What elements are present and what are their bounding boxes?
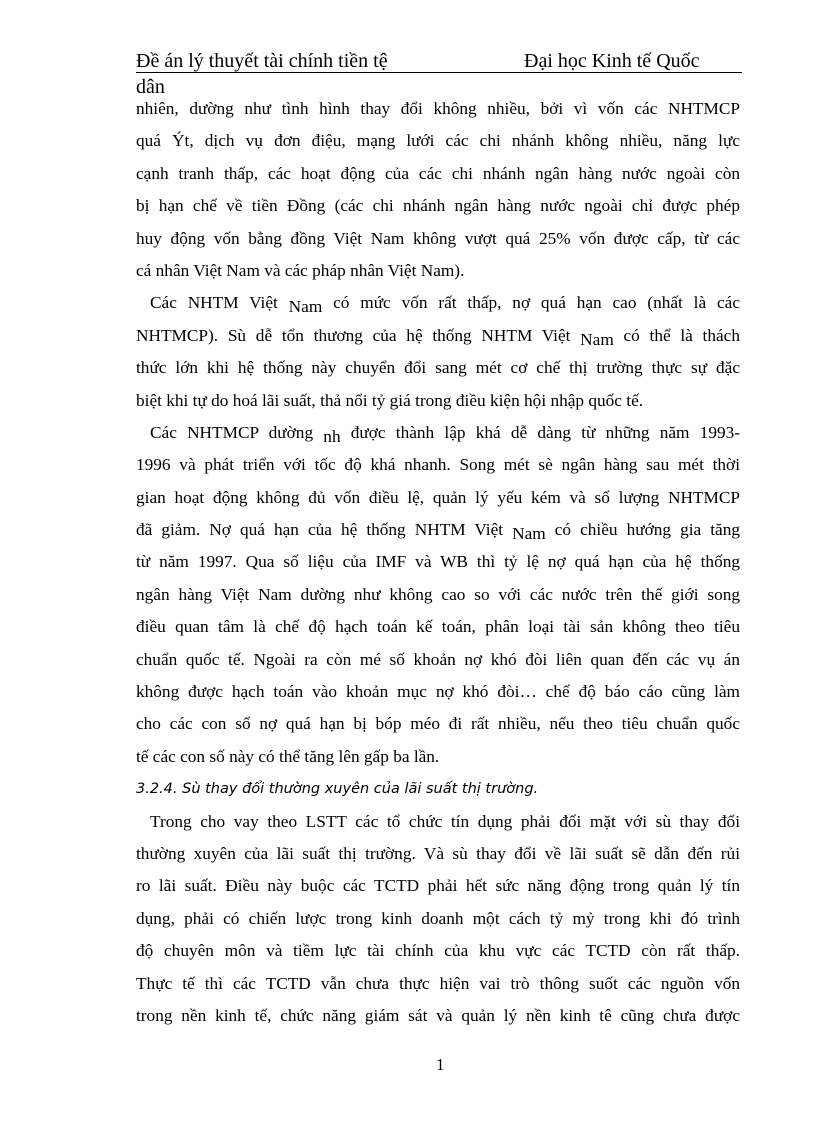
page-number: 1 xyxy=(436,1055,445,1074)
text-fragment-lowered: nh xyxy=(323,426,341,446)
text-line: quá Ýt, dịch vụ đơn điệu, mạng lưới các chi nhánh không nhiều, năng lực xyxy=(136,131,740,151)
text-line: tế các con số này có thể tăng lên gấp ba lần. xyxy=(136,746,440,766)
text-fragment: đã giảm. Nợ quá hạn của hệ thống NHTM Việt xyxy=(136,520,513,540)
text-line: từ năm 1997. Qua số liệu của IMF và WB thì tỷ lệ nợ quá hạn của hệ thống xyxy=(136,552,740,572)
text-fragment: NHTMCP). Sù dễ tổn thương của hệ thống NHTM Việt xyxy=(136,325,581,345)
text-line: chuẩn quốc tế. Ngoài ra còn mé số khoản nợ khó đòi liên quan đến các vụ án xyxy=(136,649,740,669)
text-line: cho các con số nợ quá hạn bị bóp méo đi rất nhiều, nếu theo tiêu chuẩn quốc xyxy=(136,714,740,734)
text-line: cá nhân Việt Nam và các pháp nhân Việt Nam). xyxy=(136,260,465,280)
text-fragment-lowered: Nam xyxy=(512,524,546,544)
text-line: gian hoạt động không đủ vốn điều lệ, quản lý yếu kém và số lượng NHTMCP xyxy=(136,487,740,507)
page-header xyxy=(136,50,742,73)
text-fragment: Các NHTM Việt xyxy=(150,293,289,313)
text-line xyxy=(136,514,740,546)
text-line: ro lãi suất. Điều này buộc các TCTD phải hết sức năng động trong quản lý tín xyxy=(136,876,740,896)
text-line: nhiên, dường như tình hình thay đổi không nhiều, bởi vì vốn các NHTMCP xyxy=(136,99,740,118)
text-line: ngân hàng Việt Nam dường như không cao so với các nước trên thế giới song xyxy=(136,584,740,604)
section-heading: 3.2.4. Sù thay đổi thường xuyên của lãi suất thị trường. xyxy=(136,781,539,798)
text-line: không được hạch toán vào khoản mục nợ khó đòi… chế độ báo cáo cũng làm xyxy=(136,682,740,702)
text-line: thức lớn khi hệ thống này chuyển đổi sang mét cơ chế thị trường thực sự đặc xyxy=(136,358,740,378)
text-line: thường xuyên của lãi suất thị trường. Và sù thay đổi về lãi suất sẽ dẫn đến rủi xyxy=(136,843,740,863)
text-line: trong nền kinh tế, chức năng giám sát và quản lý nền kinh tê cũng chưa được xyxy=(136,1005,740,1025)
text-fragment: có thể là thách xyxy=(613,325,740,345)
text-line: biệt khi tự do hoá lãi suất, thả nổi tỷ giá trong điều kiện hội nhập quốc tế. xyxy=(136,390,644,410)
text-line: huy động vốn bằng đồng Việt Nam không vượt quá 25% vốn được cấp, từ các xyxy=(136,228,740,248)
text-line xyxy=(136,417,740,449)
text-line: 1996 và phát triển với tốc độ khá nhanh. Song mét sè ngân hàng sau mét thời xyxy=(136,455,740,475)
text-line: bị hạn chế về tiền Đồng (các chi nhánh ngân hàng nước ngoài chỉ được phép xyxy=(136,196,740,216)
text-line: cạnh tranh thấp, các hoạt động của các chi nhánh ngân hàng nước ngoài còn xyxy=(136,163,740,183)
text-fragment: Các NHTMCP dường xyxy=(150,422,324,442)
text-fragment-lowered: Nam xyxy=(288,297,323,317)
header-institution: Đại học Kinh tế Quốc xyxy=(524,50,700,72)
body-text xyxy=(136,93,740,1032)
header-institution-continuation: dân xyxy=(136,76,165,98)
text-line: dụng, phải có chiến lược trong kinh doanh một cách tỷ mỷ trong khi đó trình xyxy=(136,908,740,928)
header-document-title: Đề án lý thuyết tài chính tiền tệ xyxy=(136,50,388,72)
text-line xyxy=(136,320,740,352)
text-fragment: có mức vốn rất thấp, nợ quá hạn cao (nhất là các xyxy=(322,293,740,313)
text-fragment-lowered: Nam xyxy=(580,329,614,349)
text-line: Thực tế thì các TCTD vẫn chưa thực hiện vai trò thông suốt các nguồn vốn xyxy=(136,973,740,993)
text-line: độ chuyên môn và tiềm lực tài chính của khu vực các TCTD còn rất thấp. xyxy=(136,941,740,961)
text-fragment: có chiều hướng gia tăng xyxy=(545,520,740,540)
text-fragment: được thành lập khá dễ dàng từ những năm 1993- xyxy=(340,422,740,442)
text-line: điều quan tâm là chế độ hạch toán kế toán, phân loại tài sản không theo tiêu xyxy=(136,617,740,637)
text-line xyxy=(136,287,740,319)
text-line: Trong cho vay theo LSTT các tổ chức tín dụng phải đối mặt với sù thay đổi xyxy=(150,811,740,831)
